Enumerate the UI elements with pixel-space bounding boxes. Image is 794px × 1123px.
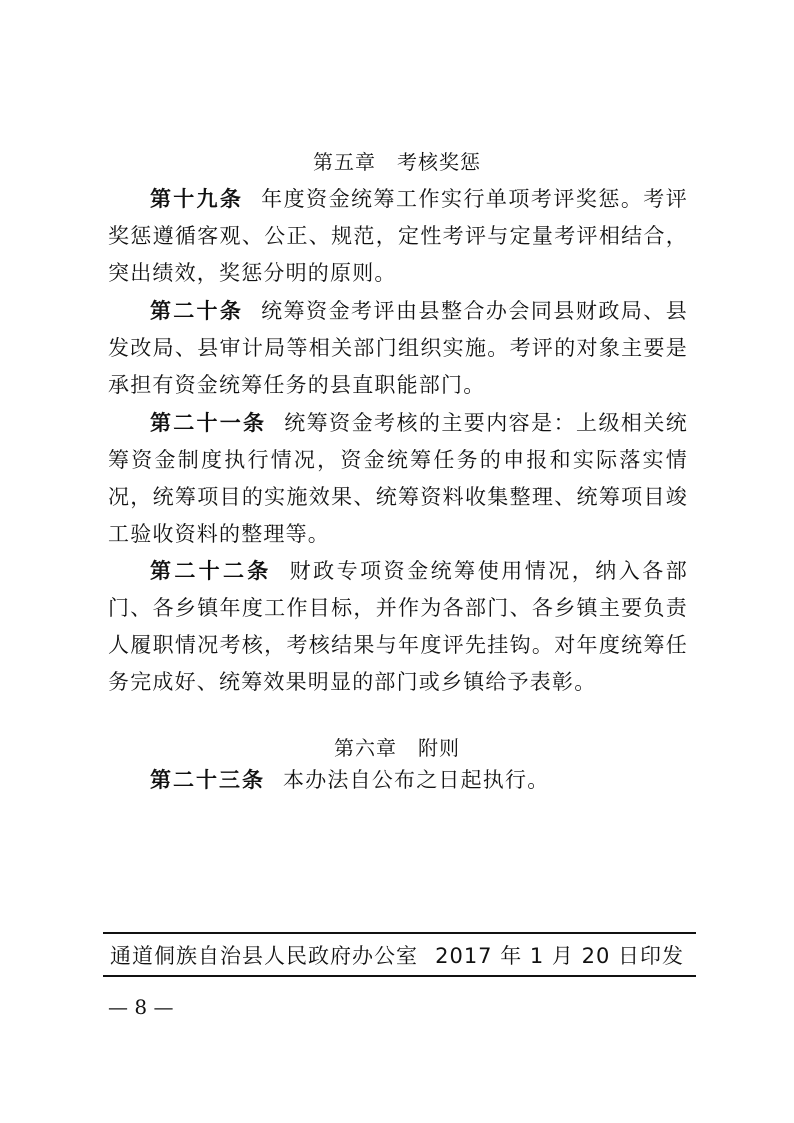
- article-22-text: 财政专项资金统筹使用情况，纳入各部门、各乡镇年度工作目标，并作为各部门、各乡镇主要负责人履职情况考核，考核结果与年度评先挂钩。对年度统筹任务完成好、统筹效果明显的部门或乡镇给予表彰。: [108, 559, 689, 694]
- issuing-office: 通道侗族自治县人民政府办公室: [110, 944, 418, 968]
- chapter-5-title: 第五章 考核奖惩: [313, 150, 481, 174]
- article-23: [108, 762, 688, 799]
- article-22: [108, 553, 688, 701]
- article-21: [108, 405, 688, 553]
- article-21-label: 第二十一条: [150, 411, 267, 435]
- article-20: [108, 293, 688, 404]
- issue-date: 2017 年 1 月 20 日印发: [435, 944, 684, 968]
- article-20-label: 第二十条: [150, 299, 244, 323]
- article-23-label: 第二十三条: [150, 768, 265, 792]
- footer-bottom-rule: [103, 975, 696, 977]
- article-20-text: 统筹资金考评由县整合办会同县财政局、县发改局、县审计局等相关部门组织实施。考评的对象主要是承担有资金统筹任务的县直职能部门。: [108, 299, 688, 397]
- chapter-6-title: 第六章 附则: [334, 736, 460, 760]
- page-number: — 8 —: [108, 995, 174, 1019]
- footer-top-rule: [103, 932, 696, 934]
- article-22-label: 第二十二条: [150, 559, 272, 583]
- article-19-text: 年度资金统筹工作实行单项考评奖惩。考评奖惩遵循客观、公正、规范，定性考评与定量考评相结合，突出绩效，奖惩分明的原则。: [108, 187, 688, 285]
- article-23-text: 本办法自公布之日起执行。: [283, 768, 550, 792]
- article-19: [108, 181, 688, 292]
- article-21-text: 统筹资金考核的主要内容是：上级相关统筹资金制度执行情况，资金统筹任务的申报和实际落实情况，统筹项目的实施效果、统筹资料收集整理、统筹项目竣工验收资料的整理等。: [108, 411, 688, 546]
- article-19-label: 第十九条: [150, 187, 244, 211]
